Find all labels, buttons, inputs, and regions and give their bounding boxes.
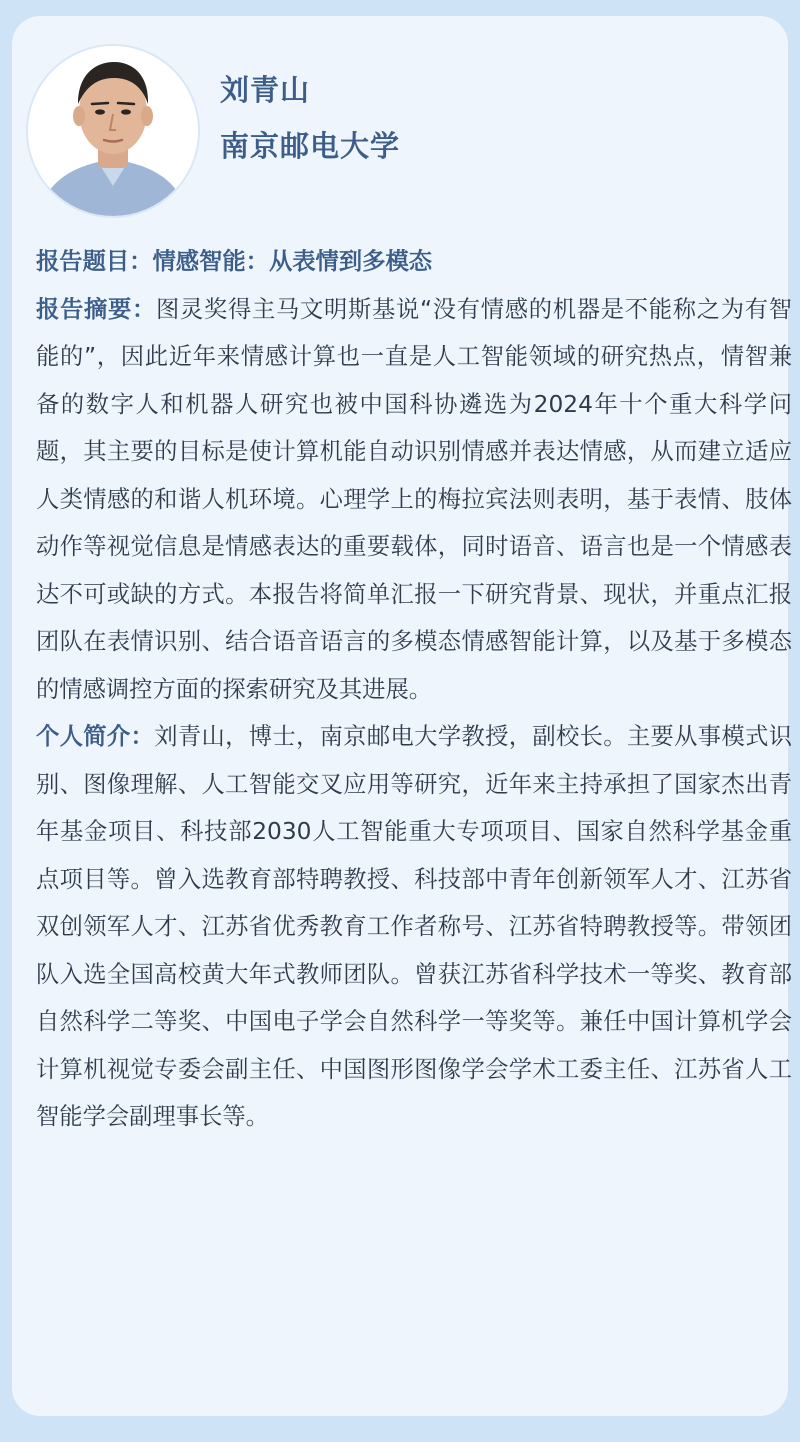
speaker-affiliation: 南京邮电大学 [220, 129, 401, 163]
report-abstract: 图灵奖得主马文明斯基说“没有情感的机器是不能称之为有智能的”，因此近年来情感计算也一直是人工智能领域的研究热点，情智兼备的数字人和机器人研究也被中国科协遴选为2024年十个重大科学问题，其主要的目标是使计算机能自动识别情感并表达情感，从而建立适应人类情感的和谐人机环境。心理学上的梅拉宾法则表明，基于表情、肢体动作等视觉信息是情感表达的重要载体，同时语音、语言也是一个情感表达不可或缺的方式。本报告将简单汇报一下研究背景、现状，并重点汇报团队在表情识别、结合语音语言的多模态情感智能计算，以及基于多模态的情感调控方面的探索研究及其进展。 [36, 295, 793, 703]
report-abstract-label: 报告摘要： [36, 295, 156, 323]
speaker-bio-row [36, 713, 792, 1141]
speaker-bio-label: 个人简介： [36, 723, 155, 750]
speaker-card [12, 16, 793, 1416]
report-content [36, 238, 792, 1141]
report-title-row [36, 238, 792, 286]
portrait-image [28, 46, 198, 216]
report-abstract-row [36, 286, 792, 714]
speaker-photo [28, 46, 198, 216]
speaker-bio: 刘青山，博士，南京邮电大学教授，副校长。主要从事模式识别、图像理解、人工智能交叉应用等研究，近年来主持承担了国家杰出青年基金项目、科技部2030人工智能重大专项项目、国家自然科学基金重点项目等。曾入选教育部特聘教授、科技部中青年创新领军人才、江苏省双创领军人才、江苏省优秀教育工作者称号、江苏省特聘教授等。带领团队入选全国高校黄大年式教师团队。曾获江苏省科学技术一等奖、教育部自然科学二等奖、中国电子学会自然科学一等奖等。兼任中国计算机学会计算机视觉专委会副主任、中国图形图像学会学术工委主任、江苏省人工智能学会副理事长等。 [36, 723, 793, 1130]
speaker-name: 刘青山 [220, 73, 311, 107]
report-title-label: 报告题目： [36, 248, 153, 275]
report-title: 情感智能：从表情到多模态 [152, 248, 433, 275]
